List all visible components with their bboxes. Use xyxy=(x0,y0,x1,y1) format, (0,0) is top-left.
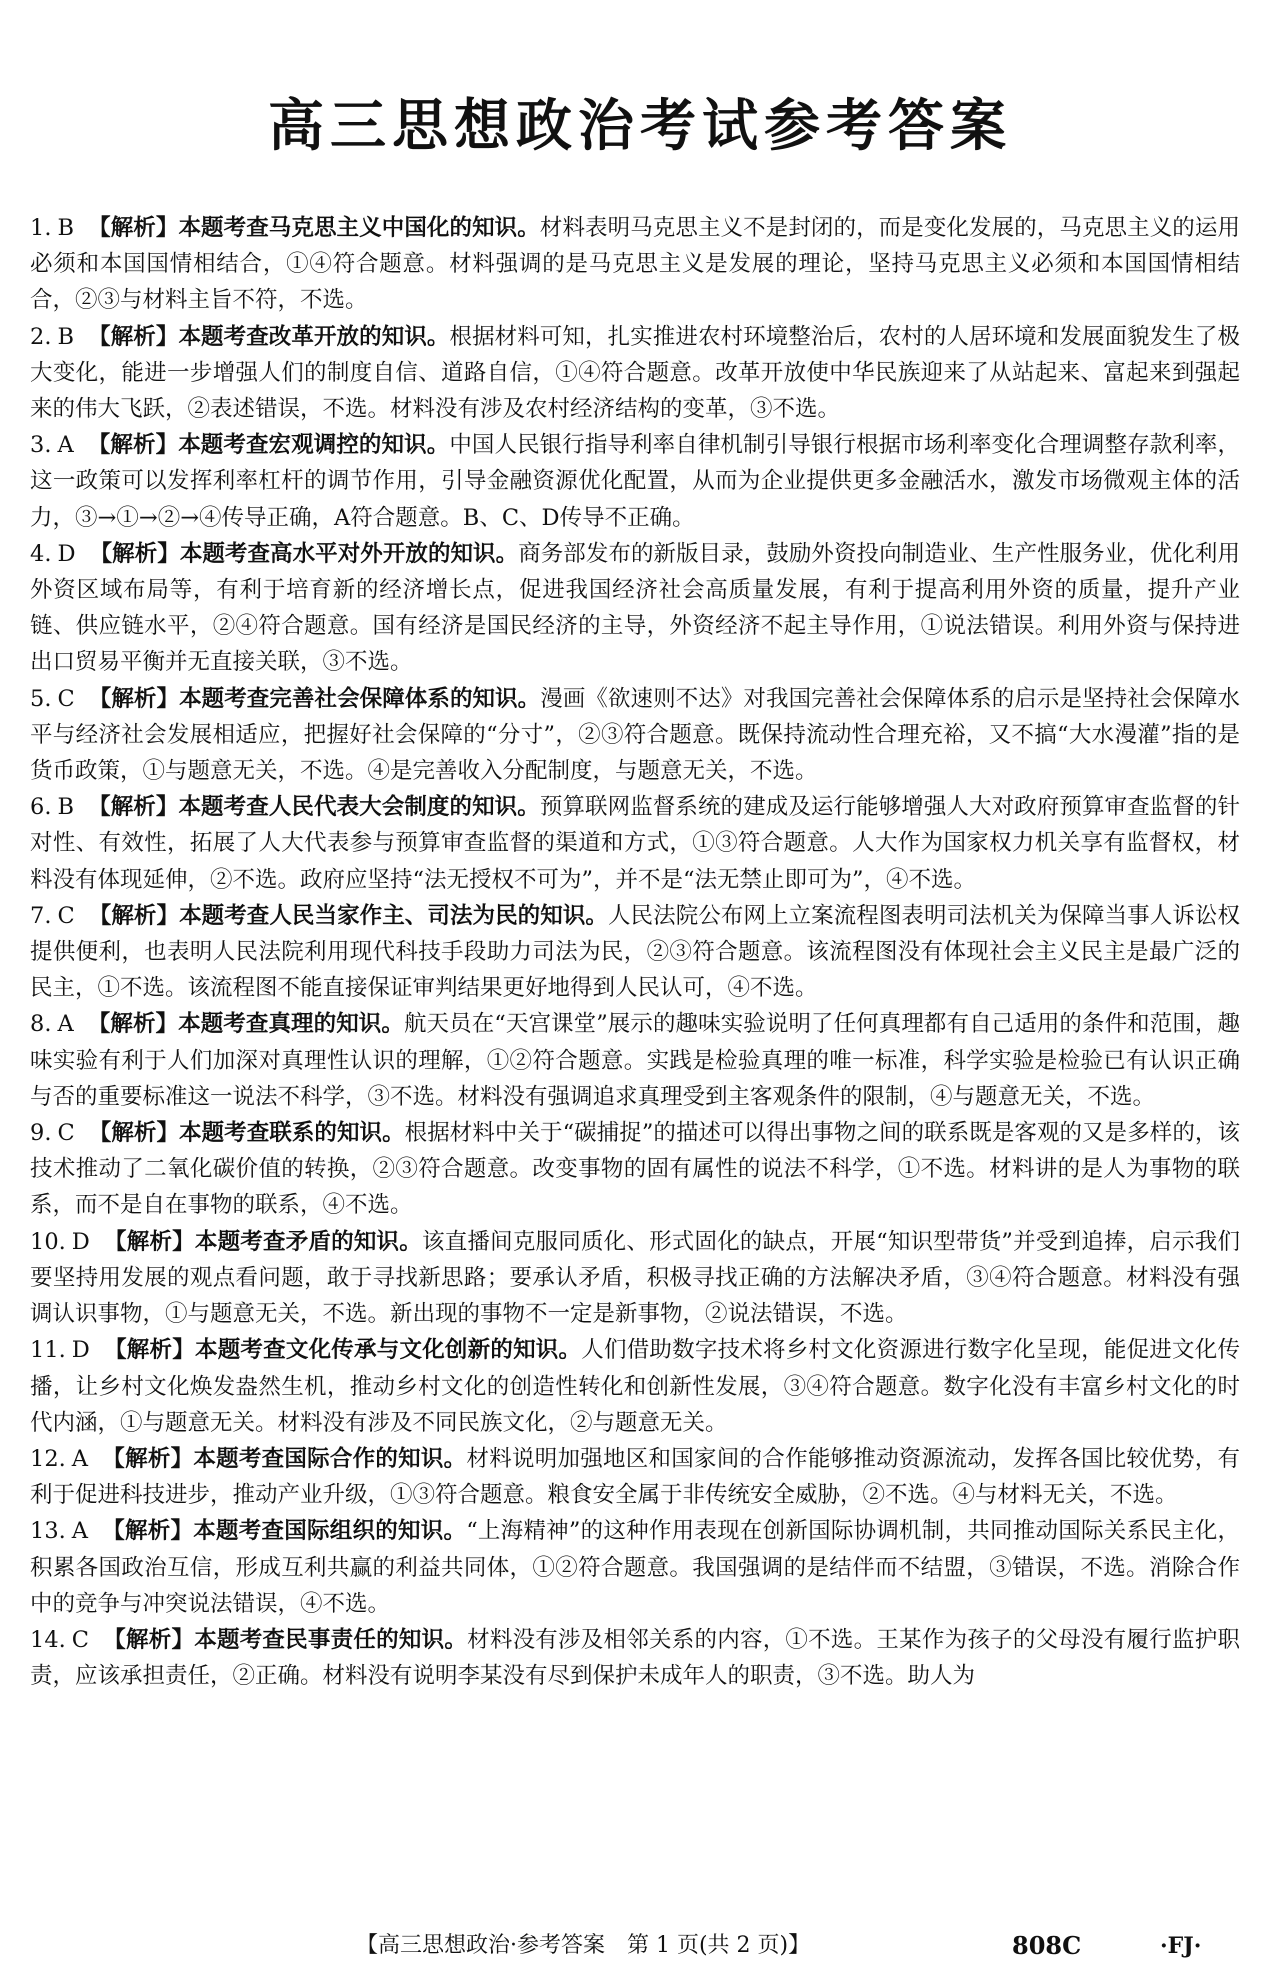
answer-choice: B xyxy=(57,215,75,241)
answer-choice: B xyxy=(57,323,75,350)
answer-item xyxy=(30,1332,1240,1441)
analysis-tag: 【解析】 xyxy=(87,432,179,459)
footer-province-code: ·FJ· xyxy=(1160,1933,1202,1959)
answer-item xyxy=(30,1115,1240,1224)
answer-choice: A xyxy=(71,1445,89,1472)
analysis-topic: 本题考查人民代表大会制度的知识。 xyxy=(178,794,540,821)
footer-paper-code: 808C xyxy=(1012,1931,1082,1960)
answer-choice: A xyxy=(71,1518,89,1545)
analysis-tag: 【解析】 xyxy=(88,215,179,241)
analysis-tag: 【解析】 xyxy=(102,1518,194,1545)
analysis-topic: 本题考查改革开放的知识。 xyxy=(178,323,450,350)
answer-number: 11. xyxy=(30,1337,66,1364)
answer-item xyxy=(30,789,1240,898)
analysis-tag: 【解析】 xyxy=(88,1120,180,1147)
answer-choice: B xyxy=(57,794,75,821)
answer-number: 1. xyxy=(30,215,52,241)
answer-choice: A xyxy=(57,1011,74,1038)
answer-number: 9. xyxy=(30,1120,52,1147)
analysis-topic: 本题考查完善社会保障体系的知识。 xyxy=(179,685,541,712)
answer-item xyxy=(30,898,1240,1007)
analysis-body: 人民法院公布网上立案流程图表明司法机关为保障当事人诉讼权提供便利，也表明人民法院利用现代科技手段助力司法为民，②③符合题意。该流程图没有体现社会主义民主是最广泛的民主，①不选。该流程图不能直接保证审判结果更好地得到人民认可，④不选。 xyxy=(30,902,1240,1002)
analysis-body: 漫画《欲速则不达》对我国完善社会保障体系的启示是坚持社会保障水平与经济社会发展相适应，把握好社会保障的“分寸”，②③符合题意。既保持流动性合理充裕，又不搞“大水漫灌”指的是货币政策，①与题意无关，不选。④是完善收入分配制度，与题意无关，不选。 xyxy=(30,685,1240,785)
answer-choice: C xyxy=(57,902,75,929)
analysis-topic: 本题考查文化传承与文化创新的知识。 xyxy=(194,1337,582,1364)
analysis-topic: 本题考查国际组织的知识。 xyxy=(193,1518,467,1545)
analysis-body: 人们借助数字技术将乡村文化资源进行数字化呈现，能促进文化传播，让乡村文化焕发盎然生机，推动乡村文化的创造性转化和创新性发展，③④符合题意。数字化没有丰富乡村文化的时代内涵，①与题意无关。材料没有涉及不同民族文化，②与题意无关。 xyxy=(30,1337,1240,1436)
analysis-topic: 本题考查民事责任的知识。 xyxy=(194,1626,468,1653)
answer-choice: C xyxy=(57,1120,75,1147)
analysis-tag: 【解析】 xyxy=(103,1228,195,1255)
answer-number: 6. xyxy=(30,794,52,821)
answer-number: 5. xyxy=(30,685,52,712)
answer-number: 12. xyxy=(30,1445,66,1472)
analysis-body: 材料说明加强地区和国家间的合作能够推动资源流动，发挥各国比较优势，有利于促进科技进步，推动产业升级，①③符合题意。粮食安全属于非传统安全威胁，②不选。④与材料无关，不选。 xyxy=(30,1445,1240,1509)
answer-number: 13. xyxy=(30,1518,66,1545)
answer-number: 4. xyxy=(30,540,52,567)
analysis-body: 根据材料可知，扎实推进农村环境整治后，农村的人居环境和发展面貌发生了极大变化，能进一步增强人们的制度自信、道路自信，①④符合题意。改革开放使中华民族迎来了从站起来、富起来到强起来的伟大飞跃，②表述错误，不选。材料没有涉及农村经济结构的变革，③不选。 xyxy=(30,323,1240,423)
analysis-tag: 【解析】 xyxy=(88,685,180,712)
answer-item xyxy=(30,1224,1240,1333)
answer-choice: C xyxy=(57,685,75,712)
analysis-topic: 本题考查国际合作的知识。 xyxy=(193,1445,467,1472)
analysis-topic: 本题考查人民当家作主、司法为民的知识。 xyxy=(179,902,608,929)
analysis-topic: 本题考查联系的知识。 xyxy=(179,1120,405,1147)
answer-number: 8. xyxy=(30,1011,52,1038)
answer-item xyxy=(30,319,1240,428)
answer-item xyxy=(30,427,1240,536)
answer-item xyxy=(30,1513,1240,1622)
answer-item xyxy=(30,681,1240,790)
analysis-tag: 【解析】 xyxy=(88,902,180,929)
answer-number: 2. xyxy=(30,323,52,350)
analysis-topic: 本题考查宏观调控的知识。 xyxy=(178,432,450,459)
answer-item xyxy=(30,1006,1240,1115)
analysis-tag: 【解析】 xyxy=(89,540,180,567)
answer-choice: C xyxy=(71,1626,90,1653)
analysis-body: 根据材料中关于“碳捕捉”的描述可以得出事物之间的联系既是客观的又是多样的，该技术推动了二氧化碳价值的转换，②③符合题意。改变事物的固有属性的说法不科学，①不选。材料讲的是人为事物的联系，而不是自在事物的联系，④不选。 xyxy=(30,1120,1240,1219)
analysis-topic: 本题考查马克思主义中国化的知识。 xyxy=(178,215,540,241)
analysis-body: 预算联网监督系统的建成及运行能够增强人大对政府预算审查监督的针对性、有效性，拓展了人大代表参与预算审查监督的渠道和方式，①③符合题意。人大作为国家权力机关享有监督权，材料没有体现延伸，②不选。政府应坚持“法无授权不可为”，并不是“法无禁止即可为”，④不选。 xyxy=(30,794,1240,893)
analysis-body: 商务部发布的新版目录，鼓励外资投向制造业、生产性服务业，优化利用外资区域布局等，有利于培育新的经济增长点，促进我国经济社会高质量发展，有利于提高利用外资的质量，提升产业链、供应链水平，②④符合题意。国有经济是国民经济的主导，外资经济不起主导作用，①说法错误。利用外资与保持进出口贸易平衡并无直接关联，③不选。 xyxy=(30,540,1240,676)
analysis-topic: 本题考查真理的知识。 xyxy=(178,1011,404,1038)
answer-choice: A xyxy=(57,432,74,459)
analysis-body: “上海精神”的这种作用表现在创新国际协调机制，共同推动国际关系民主化，积累各国政治互信，形成互利共赢的利益共同体，①②符合题意。我国强调的是结伴而不结盟，③错误，不选。消除合作中的竞争与冲突说法错误，④不选。 xyxy=(30,1518,1240,1617)
analysis-tag: 【解析】 xyxy=(87,1011,179,1038)
analysis-tag: 【解析】 xyxy=(88,794,179,821)
answer-choice: D xyxy=(71,1228,90,1255)
answer-number: 7. xyxy=(30,902,52,929)
answer-choice: D xyxy=(71,1337,90,1364)
analysis-body: 材料没有涉及相邻关系的内容，①不选。王某作为孩子的父母没有履行监护职责，应该承担责任，②正确。材料没有说明李某没有尽到保护未成年人的职责，③不选。助人为 xyxy=(30,1626,1240,1690)
answer-number: 3. xyxy=(30,432,52,459)
analysis-tag: 【解析】 xyxy=(103,1626,195,1653)
answer-item xyxy=(30,536,1240,681)
answer-list xyxy=(30,210,1240,1694)
analysis-body: 航天员在“天宫课堂”展示的趣味实验说明了任何真理都有自己适用的条件和范围，趣味实验有利于人们加深对真理性认识的理解，①②符合题意。实践是检验真理的唯一标准，科学实验是检验已有认识正确与否的重要标准这一说法不科学，③不选。材料没有强调追求真理受到主客观条件的限制，④与题意无关，不选。 xyxy=(30,1011,1240,1110)
answer-number: 10. xyxy=(30,1228,66,1255)
analysis-topic: 本题考查矛盾的知识。 xyxy=(194,1228,422,1255)
analysis-tag: 【解析】 xyxy=(102,1445,194,1472)
answer-item xyxy=(30,1441,1240,1513)
analysis-topic: 本题考查高水平对外开放的知识。 xyxy=(179,540,519,567)
analysis-tag: 【解析】 xyxy=(88,323,179,350)
analysis-body: 该直播间克服同质化、形式固化的缺点，开展“知识型带货”并受到追捧，启示我们要坚持用发展的观点看问题，敢于寻找新思路；要承认矛盾，积极寻找正确的方法解决矛盾，③④符合题意。材料没有强调认识事物，①与题意无关，不选。新出现的事物不一定是新事物，②说法错误，不选。 xyxy=(30,1228,1240,1328)
answer-choice: D xyxy=(57,540,76,567)
page-title: 高三思想政治考试参考答案 xyxy=(268,94,1012,159)
analysis-body: 中国人民银行指导利率自律机制引导银行根据市场利率变化合理调整存款利率，这一政策可以发挥利率杠杆的调节作用，引导金融资源优化配置，从而为企业提供更多金融活水，激发市场微观主体的活力，③→①→②→④传导正确，A符合题意。B、C、D传导不正确。 xyxy=(30,432,1240,531)
answer-item xyxy=(30,1622,1240,1694)
answer-item xyxy=(30,210,1240,319)
answer-number: 14. xyxy=(30,1626,66,1653)
footer-page-reference: 【高三思想政治·参考答案 第 1 页(共 2 页)】 xyxy=(356,1933,811,1958)
analysis-body: 材料表明马克思主义不是封闭的，而是变化发展的，马克思主义的运用必须和本国国情相结合，①④符合题意。材料强调的是马克思主义是发展的理论，坚持马克思主义必须和本国国情相结合，②③与材料主旨不符，不选。 xyxy=(30,215,1240,314)
analysis-tag: 【解析】 xyxy=(103,1337,195,1364)
page-footer xyxy=(0,1928,1280,1964)
